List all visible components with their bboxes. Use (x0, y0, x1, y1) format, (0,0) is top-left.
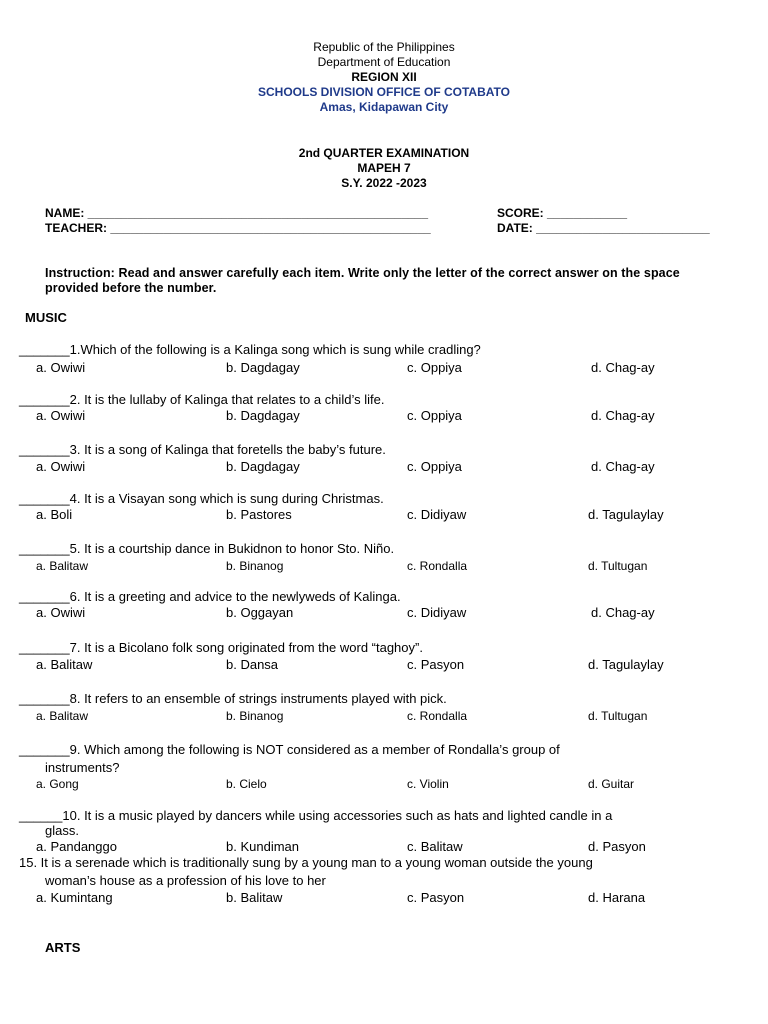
question-9-continued: instruments? (45, 760, 120, 775)
department-line: Department of Education (317, 55, 451, 69)
score-field[interactable]: SCORE: ____________ (497, 206, 628, 220)
q3-option-c: c. Oppiya (407, 459, 462, 474)
q4-option-c: c. Didiyaw (407, 507, 467, 522)
question-9: _______9. Which among the following is NOT considered as a member of Rondalla’s group of (19, 742, 560, 757)
q1-option-c: c. Oppiya (407, 360, 462, 375)
q10-option-c: c. Balitaw (407, 839, 463, 854)
question-10-continued: glass. (45, 823, 79, 838)
date-field[interactable]: DATE: __________________________ (497, 221, 710, 235)
q6-option-a: a. Owiwi (36, 605, 86, 620)
q5-option-d: d. Tultugan (588, 559, 648, 573)
q9-option-b: b. Cielo (226, 777, 267, 791)
q6-option-c: c. Didiyaw (407, 605, 467, 620)
q2-option-d: d. Chag-ay (591, 408, 655, 423)
section-music: MUSIC (25, 310, 67, 325)
q15-option-a: a. Kumintang (36, 890, 113, 905)
question-15: 15. It is a serenade which is traditionally sung by a young man to a young woman outside the young (19, 855, 593, 870)
question-1: _______1.Which of the following is a Kalinga song which is sung while cradling? (19, 342, 481, 357)
teacher-field[interactable]: TEACHER: ________________________________________________ (45, 221, 431, 235)
republic-line: Republic of the Philippines (313, 40, 455, 54)
q9-option-a: a. Gong (36, 777, 79, 791)
q4-option-d: d. Tagulaylay (588, 507, 664, 522)
q8-option-a: a. Balitaw (36, 709, 89, 723)
q15-option-b: b. Balitaw (226, 890, 283, 905)
school-year: S.Y. 2022 -2023 (341, 176, 427, 190)
name-field[interactable]: NAME: ___________________________________________________ (45, 206, 429, 220)
question-6: _______6. It is a greeting and advice to the newlyweds of Kalinga. (19, 589, 401, 604)
q3-option-a: a. Owiwi (36, 459, 86, 474)
q6-option-b: b. Oggayan (226, 605, 294, 620)
q7-option-d: d. Tagulaylay (588, 657, 664, 672)
subject-title: MAPEH 7 (357, 161, 411, 175)
q15-option-d: d. Harana (588, 890, 646, 905)
q1-option-d: d. Chag-ay (591, 360, 655, 375)
address-line: Amas, Kidapawan City (319, 100, 449, 114)
q2-option-a: a. Owiwi (36, 408, 86, 423)
q8-option-b: b. Binanog (226, 709, 284, 723)
question-10: ______10. It is a music played by dancers while using accessories such as hats and lighted candle in a (19, 808, 613, 823)
q4-option-b: b. Pastores (226, 507, 292, 522)
q7-option-a: a. Balitaw (36, 657, 93, 672)
q15-option-c: c. Pasyon (407, 890, 465, 905)
division-line: SCHOOLS DIVISION OFFICE OF COTABATO (257, 85, 510, 99)
q9-option-c: c. Violin (407, 777, 449, 791)
q4-option-a: a. Boli (36, 507, 73, 522)
q3-option-d: d. Chag-ay (591, 459, 655, 474)
q2-option-c: c. Oppiya (407, 408, 462, 423)
question-8: _______8. It refers to an ensemble of strings instruments played with pick. (19, 691, 447, 706)
question-3: _______3. It is a song of Kalinga that foretells the baby’s future. (19, 442, 386, 457)
q3-option-b: b. Dagdagay (226, 459, 300, 474)
q1-option-a: a. Owiwi (36, 360, 86, 375)
q7-option-b: b. Dansa (226, 657, 279, 672)
q8-option-c: c. Rondalla (407, 709, 468, 723)
instruction-text: Instruction: Read and answer carefully each item. Write only the letter of the correct answer on the space provided before the number. (45, 266, 680, 295)
question-2: _______2. It is the lullaby of Kalinga that relates to a child’s life. (19, 392, 385, 407)
q10-option-b: b. Kundiman (226, 839, 299, 854)
q2-option-b: b. Dagdagay (226, 408, 300, 423)
question-15-continued: woman’s house as a profession of his love to her (45, 873, 326, 888)
q9-option-d: d. Guitar (588, 777, 635, 791)
exam-title: 2nd QUARTER EXAMINATION (298, 146, 470, 160)
section-arts: ARTS (45, 940, 81, 955)
q5-option-a: a. Balitaw (36, 559, 89, 573)
q8-option-d: d. Tultugan (588, 709, 648, 723)
question-7: _______7. It is a Bicolano folk song originated from the word “taghoy”. (19, 640, 423, 655)
q6-option-d: d. Chag-ay (591, 605, 655, 620)
q7-option-c: c. Pasyon (407, 657, 465, 672)
question-5: _______5. It is a courtship dance in Bukidnon to honor Sto. Niño. (19, 541, 395, 556)
q5-option-c: c. Rondalla (407, 559, 468, 573)
q10-option-d: d. Pasyon (588, 839, 646, 854)
q1-option-b: b. Dagdagay (226, 360, 300, 375)
q10-option-a: a. Pandanggo (36, 839, 117, 854)
region-line: REGION XII (351, 70, 417, 84)
q5-option-b: b. Binanog (226, 559, 284, 573)
question-4: _______4. It is a Visayan song which is sung during Christmas. (19, 491, 384, 506)
